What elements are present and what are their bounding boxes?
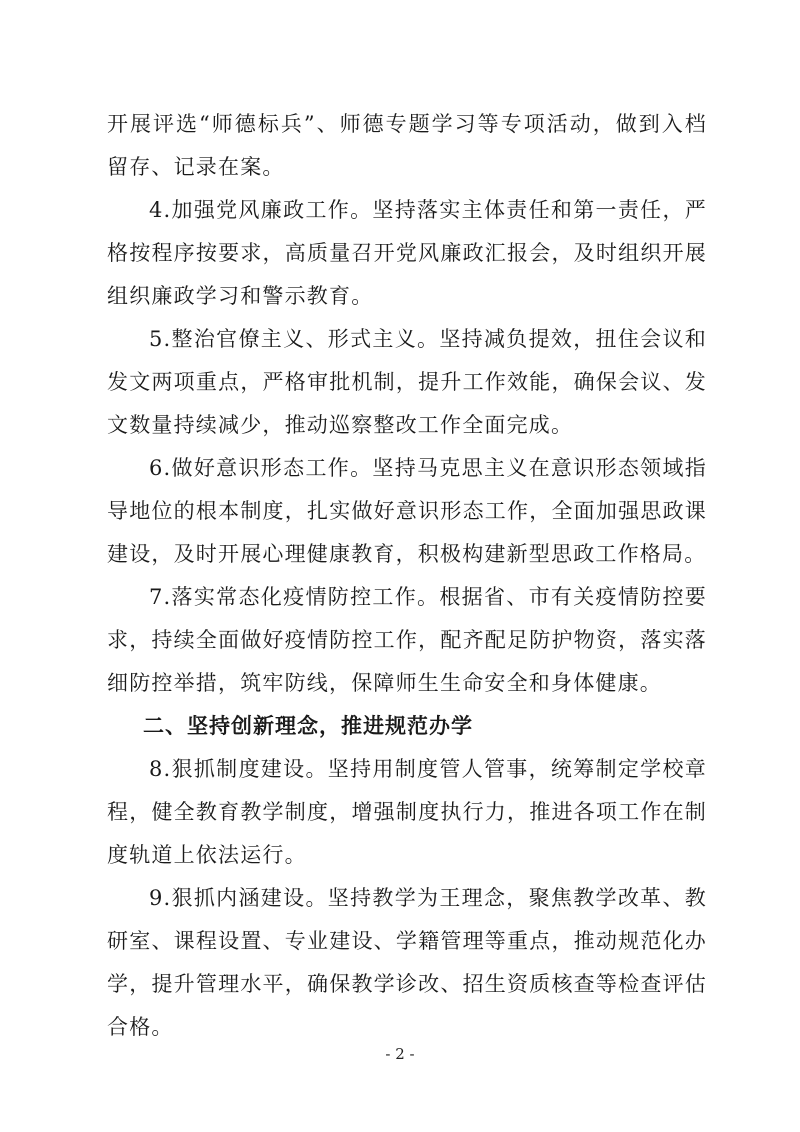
paragraph-item-4: 4.加强党风廉政工作。坚持落实主体责任和第一责任，严格按程序按要求，高质量召开党风廉政汇报会，及时组织开展组织廉政学习和警示教育。: [107, 198, 707, 308]
paragraph-item-9: 9.狠抓内涵建设。坚持教学为王理念，聚焦教学改革、教研室、课程设置、专业建设、学籍管理等重点，推动规范化办学，提升管理水平，确保教学诊改、招生资质核查等检查评估合格。: [107, 886, 707, 1039]
section-heading: 二、坚持创新理念，推进规范办学: [143, 714, 473, 738]
paragraph-continuation: 开展评选“师德标兵”、师德专题学习等专项活动，做到入档留存、记录在案。: [107, 112, 707, 179]
paragraph-item-6: 6.做好意识形态工作。坚持马克思主义在意识形态领域指导地位的根本制度，扎实做好意识形态工作，全面加强思政课建设，及时开展心理健康教育，积极构建新型思政工作格局。: [107, 456, 707, 566]
page-number: - 2 -: [385, 1045, 415, 1063]
paragraph-item-7: 7.落实常态化疫情防控工作。根据省、市有关疫情防控要求，持续全面做好疫情防控工作，配齐配足防护物资，落实落细防控举措，筑牢防线，保障师生生命安全和身体健康。: [107, 585, 707, 695]
paragraph-item-5: 5.整治官僚主义、形式主义。坚持减负提效，扭住会议和发文两项重点，严格审批机制，提升工作效能，确保会议、发文数量持续减少，推动巡察整改工作全面完成。: [107, 327, 707, 437]
paragraph-item-8: 8.狠抓制度建设。坚持用制度管人管事，统筹制定学校章程，健全教育教学制度，增强制度执行力，推进各项工作在制度轨道上依法运行。: [107, 757, 707, 867]
document-body: [107, 103, 707, 1049]
